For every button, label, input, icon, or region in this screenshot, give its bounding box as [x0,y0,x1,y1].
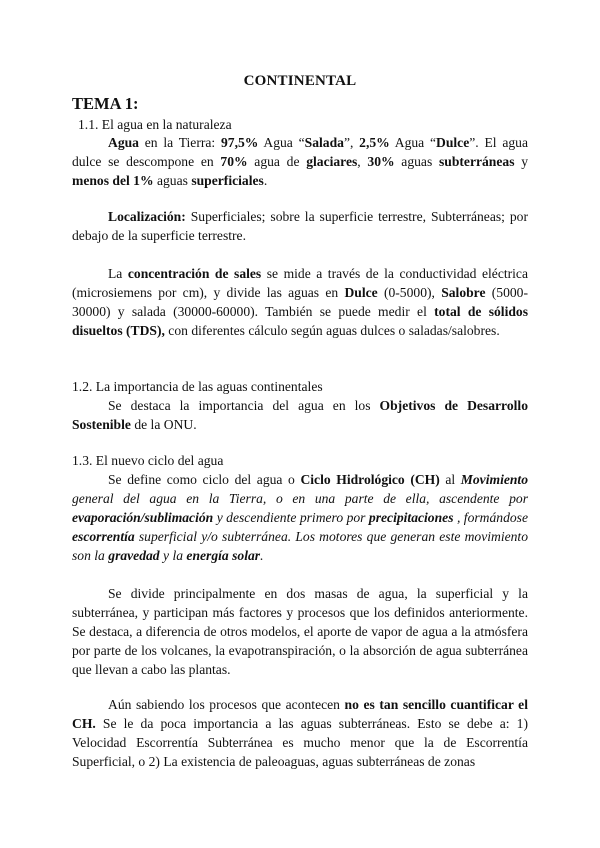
paragraph-cuantificar: Aún sabiendo los procesos que acontecen no es tan sencillo cuantificar el CH. Se le da poca importancia a las aguas subterráneas. Esto se debe a: 1) Velocidad Escorrentía Subterránea es mucho menor que la de Escorrentía Superficial, o 2) La existencia de paleoaguas, aguas subterráneas de zonas [72,697,528,769]
paragraph-water-distribution: Agua en la Tierra: 97,5% Agua “Salada”, 2,5% Agua “Dulce”. El agua dulce se descompone en 70% agua de glaciares, 30% aguas subterráneas y menos del 1% aguas superficiales. [72,135,529,188]
paragraph-importancia: Se destaca la importancia del agua en los Objetivos de Desarrollo Sostenible de la ONU. [72,398,528,432]
paragraph-ciclo-hidrologico: Se define como ciclo del agua o Ciclo Hidrológico (CH) al Movimiento general del agua en la Tierra, o en una parte de ella, ascendente por evaporación/sublimación y descendiente primero por precipitaciones , formándose escorrentía superficial y/o subterránea. Los motores que generan este movimiento son la gravedad y la energía solar. [72,472,529,563]
document-title: CONTINENTAL [243,73,357,89]
paragraph-concentracion-sales: La concentración de sales se mide a través de la conductividad eléctrica (microsiemens por cm), y divide las aguas en Dulce (0-5000), Salobre (5000-30000) y salada (30000-60000). También se puede medir el total de sólidos disueltos (TDS), con diferentes cálculo según aguas dulces o saladas/salobres. [72,266,529,338]
section-heading-1-1: 1.1. El agua en la naturaleza [78,117,232,132]
section-heading-1-2: 1.2. La importancia de las aguas continentales [72,379,323,394]
section-heading-1-3: 1.3. El nuevo ciclo del agua [72,453,224,468]
chapter-heading: TEMA 1: [72,94,139,113]
paragraph-localizacion: Localización: Superficiales; sobre la superficie terrestre, Subterráneas; por debajo de la superficie terrestre. [72,209,528,243]
paragraph-masas-agua: Se divide principalmente en dos masas de agua, la superficial y la subterránea, y participan más factores y procesos que los definidos anteriormente. Se destaca, a diferencia de otros modelos, el aporte de vapor de agua a la atmósfera por parte de los volcanes, la evapotranspiración, o la absorción de agua subterránea que llevan a cabo las plantas. [72,586,528,677]
